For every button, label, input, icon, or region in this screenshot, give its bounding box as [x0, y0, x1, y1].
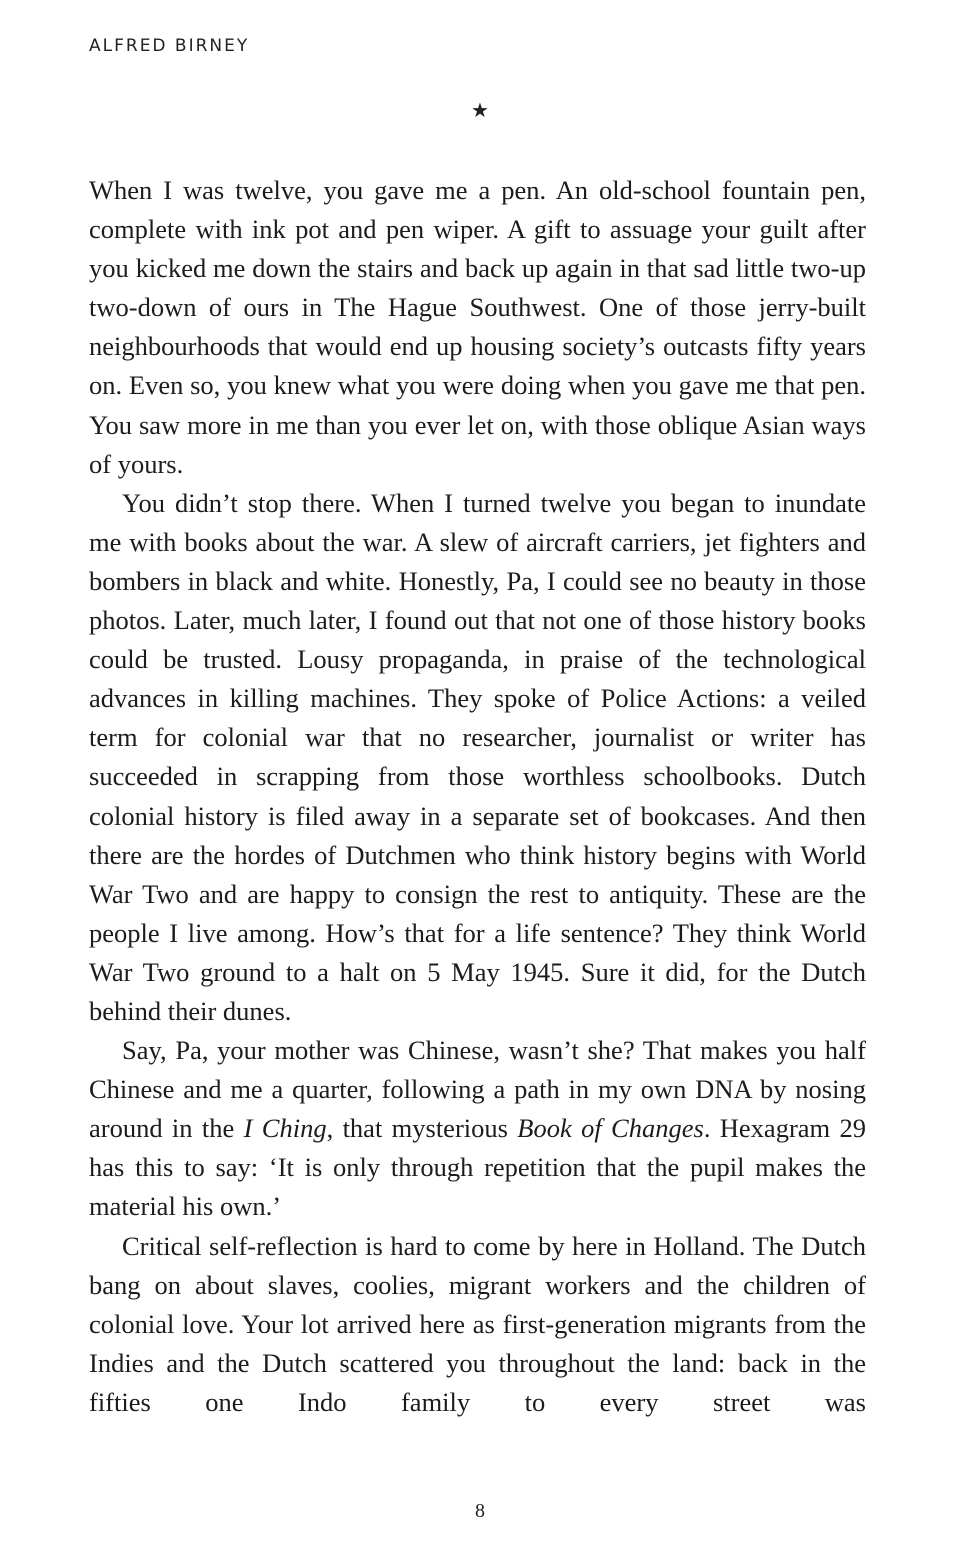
paragraph-3-text-b: , that mysterious	[326, 1113, 518, 1144]
paragraph-4: Critical self-reflection is hard to come by here in Holland. The Dutch bang on about slaves, coolies, migrant workers and the children of colonial love. Your lot arrived here as first-generation migrants from the Indies and the Dutch scattered you throughout the land: back in the fifties one Indo family to every street was	[89, 1230, 866, 1417]
i-ching-title: I Ching	[243, 1113, 327, 1144]
running-head-author: ALFRED BIRNEY	[89, 36, 250, 56]
paragraph-3-text-c: . Hexagram 29 has this to say: ‘It is only through repetition that the pupil makes the material his own.’	[89, 1113, 866, 1222]
body-text	[89, 171, 866, 1422]
paragraph-3	[89, 1031, 866, 1226]
section-break-star: ★	[471, 100, 489, 122]
page-number: 8	[475, 1500, 485, 1522]
book-of-changes-title: Book of Changes	[517, 1113, 704, 1144]
paragraph-1: When I was twelve, you gave me a pen. An old-school fountain pen, complete with ink pot and pen wiper. A gift to assuage your guilt after you kicked me down the stairs and back up again in that sad little two-up two-down of ours in The Hague Southwest. One of those jerry-built neighbourhoods that would end up housing society’s outcasts fifty years on. Even so, you knew what you were doing when you gave me that pen. You saw more in me than you ever let on, with those oblique Asian ways of yours.	[89, 175, 866, 479]
paragraph-2: You didn’t stop there. When I turned twelve you began to inundate me with books about the war. A slew of aircraft carriers, jet fighters and bombers in black and white. Honestly, Pa, I could see no beauty in those photos. Later, much later, I found out that not one of those history books could be trusted. Lousy propaganda, in praise of the technological advances in killing machines. They spoke of Police Actions: a veiled term for colonial war that no researcher, journalist or writer has succeeded in scrapping from those worthless schoolbooks. Dutch colonial history is filed away in a separate set of bookcases. And then there are the hordes of Dutchmen who think history begins with World War Two and are happy to consign the rest to antiquity. These are the people I live among. How’s that for a life sentence? They think World War Two ground to a halt on 5 May 1945. Sure it did, for the Dutch behind their dunes.	[89, 487, 866, 1026]
paragraph-3-text-a: Say, Pa, your mother was Chinese, wasn’t she? That makes you half Chinese and me a quarter, following a path in my own DNA by nosing around in the	[89, 1035, 866, 1144]
